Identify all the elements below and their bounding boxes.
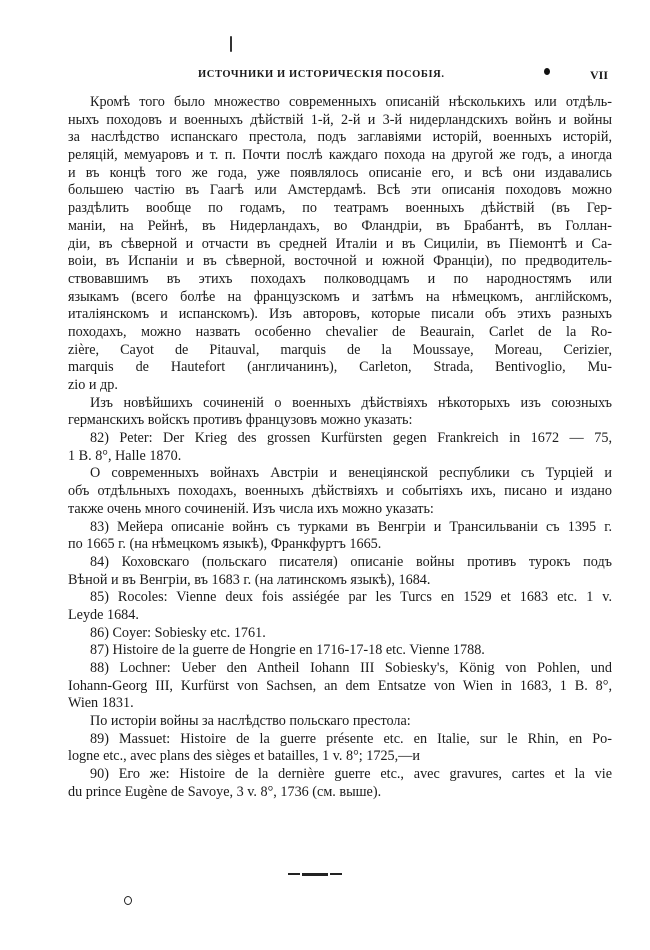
- page-number: VII: [590, 68, 609, 82]
- text-line: 88) Lochner: Ueber den Antheil Iohann III Sobiesky's, König von Pohlen, und: [90, 660, 612, 676]
- scan-mark: [124, 896, 132, 905]
- text-line: также очень много сочиненій. Изъ числа ихъ можно указать:: [68, 500, 434, 517]
- text-line: Leyde 1684.: [68, 606, 139, 623]
- text-line: языкамъ (всего болѣе на французскомъ и затѣмъ на нѣмецкомъ, англійскомъ,: [68, 288, 612, 305]
- text-line: и въ концѣ того же года, уже появлялось описаніе его, и всѣ они издавались: [68, 164, 612, 181]
- text-line: marquis de Hautefort (англичанинъ), Carleton, Strada, Bentivoglio, Mu-: [68, 359, 612, 376]
- text-line: 85) Rocoles: Vienne deux fois assiégée par les Turcs en 1529 et 1683 etc. 1 v.: [90, 589, 612, 606]
- text-line: воіи, въ Испаніи и въ сѣверной, восточной и южной Франціи), по предводитель-: [68, 253, 612, 270]
- text-line: германскихъ войскъ противъ французовъ можно указать:: [68, 412, 413, 429]
- text-line: Кромѣ того было множество современныхъ описаній нѣсколькихъ или отдѣль-: [90, 94, 612, 110]
- text-line: 87) Histoire de la guerre de Hongrie en 1716-17-18 etc. Vienne 1788.: [90, 642, 485, 659]
- text-line: 89) Massuet: Histoire de la guerre présente etc. en Italie, sur le Rhin, en Po-: [90, 730, 612, 747]
- text-line: діи, въ сѣверной и отчасти въ средней Италіи и въ Сициліи, въ Піемонтѣ и Са-: [68, 235, 612, 252]
- text-line: 83) Мейера описаніе войнъ съ турками въ Венгріи и Трансильваніи съ 1395 г.: [90, 518, 612, 535]
- text-line: раздѣлить вообще по годамъ, по театрамъ военныхъ дѣйствій (въ Гер-: [68, 200, 612, 217]
- text-line: Изъ новѣйшихъ сочиненій о военныхъ дѣйствіяхъ нѣкоторыхъ изъ союзныхъ: [90, 394, 612, 411]
- text-line: logne etc., avec plans des sièges et batailles, 1 v. 8°; 1725,—и: [68, 748, 420, 765]
- text-line: О современныхъ войнахъ Австріи и венеціянской республики съ Турціей и: [90, 465, 612, 482]
- end-ornament: [288, 872, 342, 876]
- text-line: ствовавшимъ въ этихъ походахъ полководцамъ и по народностямъ или: [68, 270, 612, 287]
- text-line: Вѣной и въ Венгріи, въ 1683 г. (на латинскомъ языкѣ), 1684.: [68, 571, 431, 588]
- text-line: zio и др.: [68, 377, 118, 393]
- text-line: за наслѣдство испанскаго престола, подъ заглавіями исторій, военныхъ исторій,: [68, 129, 612, 146]
- scan-mark: [230, 36, 232, 52]
- text-line: 1 B. 8°, Halle 1870.: [68, 447, 182, 464]
- text-line: du prince Eugène de Savoye, 3 v. 8°, 1736 (см. выше).: [68, 783, 382, 800]
- text-line: Wien 1831.: [68, 695, 134, 712]
- page-header: [0, 69, 650, 85]
- text-line: 84) Коховскаго (польскаго писателя) описаніе войны противъ турокъ подъ: [90, 553, 612, 570]
- text-line: реляцій, мемуаровъ и т. п. Почти послѣ каждаго похода на другой же годъ, а иногда: [68, 147, 612, 164]
- running-title: ИСТОЧНИКИ И ИСТОРИЧЕСКІЯ ПОСОБІЯ.: [198, 69, 445, 80]
- ink-dot: [544, 68, 550, 75]
- text-line: 82) Peter: Der Krieg des grossen Kurfürsten gegen Frankreich in 1672 — 75,: [90, 430, 612, 447]
- text-line: 90) Его же: Histoire de la dernière guerre etc., avec gravures, cartes et la vie: [90, 766, 612, 783]
- text-line: zière, Cayot de Pitauval, marquis de la Moussaye, Moreau, Cerizier,: [68, 341, 612, 358]
- text-line: большею частію въ Гаагѣ или Амстердамѣ. Всѣ эти описанія походовъ можно: [68, 182, 612, 199]
- text-line: объ отдѣльныхъ походахъ, военныхъ дѣйствіяхъ и событіяхъ ихъ, писано и издано: [68, 483, 612, 500]
- text-line: 86) Coyer: Sobiesky etc. 1761.: [90, 624, 266, 641]
- text-line: ныхъ походовъ и военныхъ дѣйствій 1-й, 2-й и 3-й нидерландскихъ войнъ и войны: [68, 111, 612, 128]
- text-line: По исторіи войны за наслѣдство польскаго престола:: [90, 713, 411, 730]
- text-line: италіянскомъ и испанскомъ). Изъ авторовъ, которые писали объ этихъ разныхъ: [68, 306, 612, 323]
- text-line: походахъ, можно назвать особенно chevalier de Beaurain, Carlet de la Ro-: [68, 323, 612, 340]
- text-line: по 1665 г. (на нѣмецкомъ языкѣ), Франкфуртъ 1665.: [68, 536, 382, 553]
- text-line: Iohann-Georg III, Kurfürst von Sachsen, an dem Entsatze von Wien in 1683, 1 B. 8°,: [68, 677, 612, 694]
- text-line: маніи, на Рейнѣ, въ Нидерландахъ, во Фландріи, въ Брабантѣ, въ Голлан-: [68, 217, 612, 234]
- page-body-text: [68, 94, 612, 802]
